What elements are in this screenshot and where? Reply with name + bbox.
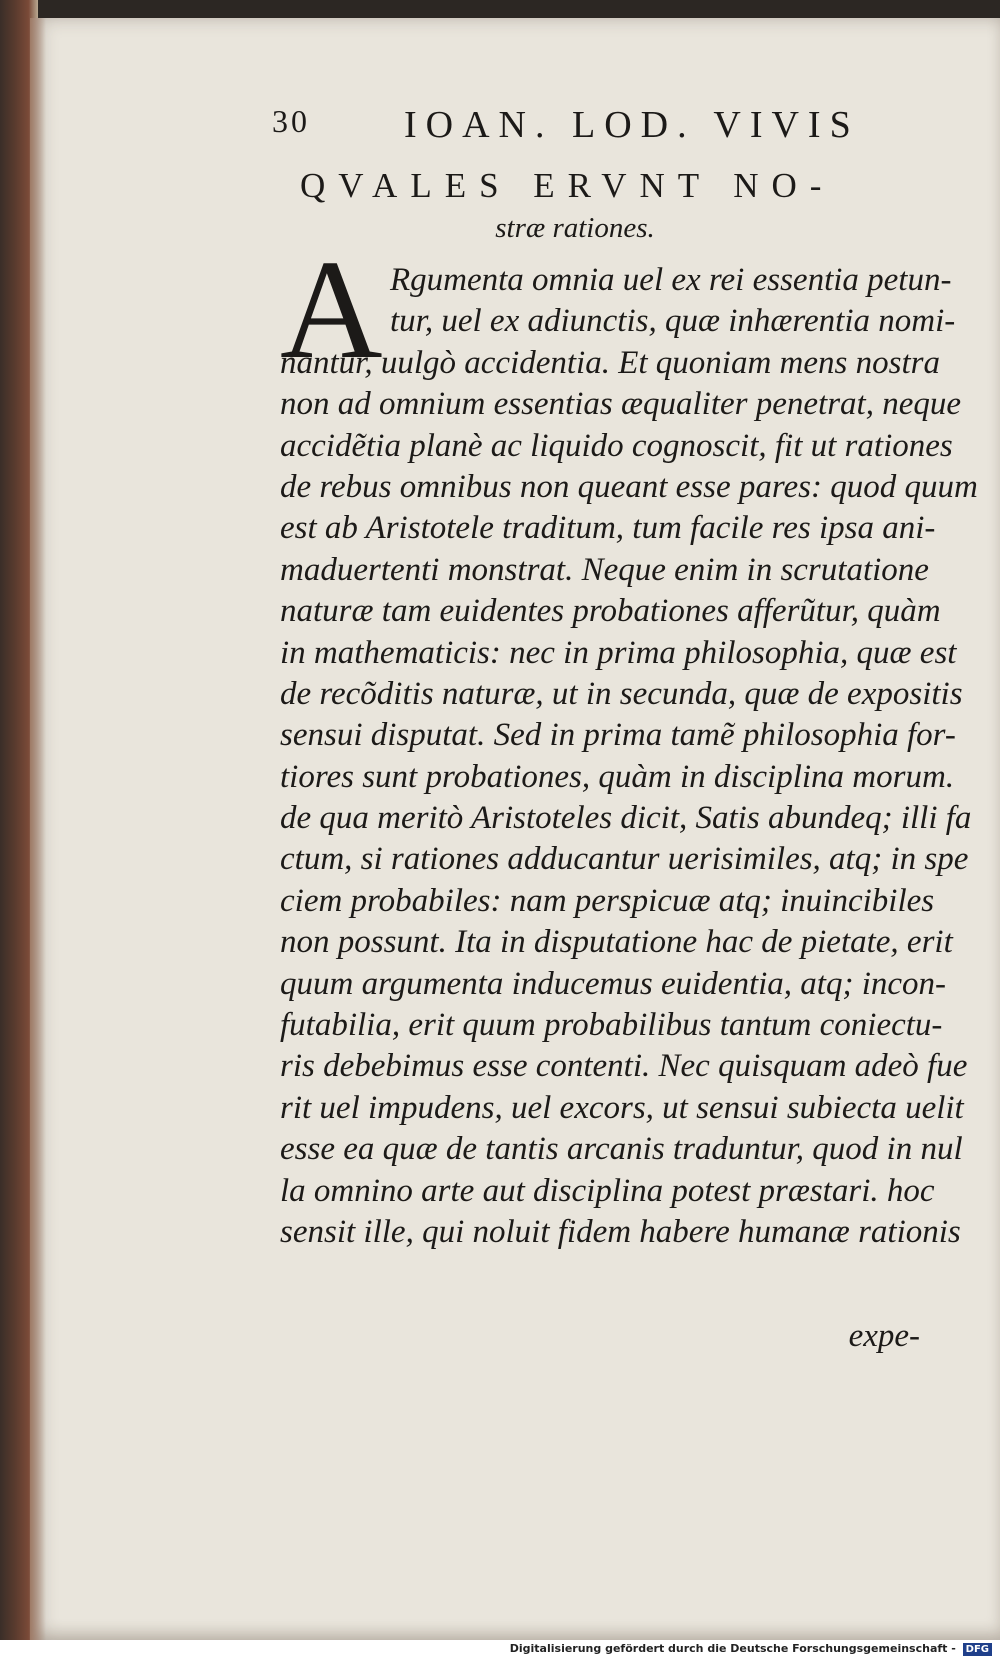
- chapter-title-line-2: stræ rationes.: [495, 212, 655, 244]
- text-line: ris debebimus esse contenti. Nec quisquam adeò fue: [280, 1048, 968, 1085]
- text-line: de rebus omnibus non queant esse pares: quod quum: [280, 468, 978, 505]
- drop-cap: A: [280, 230, 383, 388]
- running-head: [272, 103, 872, 153]
- text-line: sensit ille, qui noluit fidem habere humanæ rationis: [280, 1213, 961, 1250]
- text-line: non ad omnium essentias æqualiter penetrat, neque: [280, 386, 962, 423]
- text-line: accidẽtia planè ac liquido cognoscit, fit ut rationes: [280, 427, 953, 464]
- text-line: Rgumenta omnia uel ex rei essentia petun-: [390, 262, 952, 298]
- funding-credit: [510, 1642, 992, 1656]
- text-line: sensui disputat. Sed in prima tamẽ philosophia for-: [280, 717, 956, 754]
- text-line: naturæ tam euidentes probationes afferũtur, quàm: [280, 593, 941, 630]
- text-line: rit uel impudens, uel excors, ut sensui subiecta uelit: [280, 1089, 964, 1126]
- text-line: esse ea quæ de tantis arcanis traduntur, quod in nul: [280, 1131, 963, 1168]
- chapter-title-line-1: QVALES ERVNT NO-: [300, 166, 835, 205]
- page-number: 30: [272, 103, 310, 139]
- text-line: futabilia, erit quum probabilibus tantum coniectu-: [280, 1007, 943, 1044]
- text-line: de recõditis naturæ, ut in secunda, quæ de expositis: [280, 675, 963, 712]
- dfg-logo-icon: DFG: [963, 1643, 992, 1656]
- funding-credit-text: Digitalisierung gefördert durch die Deutsche Forschungsgemeinschaft -: [509, 1642, 956, 1655]
- text-line: nantur, uulgò accidentia. Et quoniam mens nostra: [280, 344, 940, 381]
- text-line: la omnino arte aut disciplina potest præstari. hoc: [280, 1172, 935, 1209]
- text-line: est ab Aristotele traditum, tum facile res ipsa ani-: [280, 510, 936, 547]
- text-line: maduertenti monstrat. Neque enim in scrutatione: [280, 551, 929, 588]
- text-line: de qua meritò Aristoteles dicit, Satis abundeq; illi fa: [280, 800, 972, 837]
- footer-bar: [0, 1640, 1000, 1661]
- text-line: ciem probabiles: nam perspicuæ atq; inuincibiles: [280, 882, 935, 919]
- running-head-text: IOAN. LOD. VIVIS: [404, 104, 860, 146]
- text-line: tiores sunt probationes, quàm in disciplina morum.: [280, 758, 955, 795]
- text-line: tur, uel ex adiunctis, quæ inhærentia nomi-: [390, 303, 956, 340]
- body-text: [280, 260, 978, 1253]
- text-line: non possunt. Ita in disputatione hac de pietate, erit: [280, 924, 953, 961]
- text-line: quum argumenta inducemus euidentia, atq; incon-: [280, 965, 946, 1002]
- text-line: ctum, si rationes adducantur uerisimiles, atq; in spe: [280, 841, 969, 878]
- catchword: expe-: [848, 1318, 920, 1354]
- text-line: in mathematicis: nec in prima philosophia, quæ est: [280, 634, 957, 671]
